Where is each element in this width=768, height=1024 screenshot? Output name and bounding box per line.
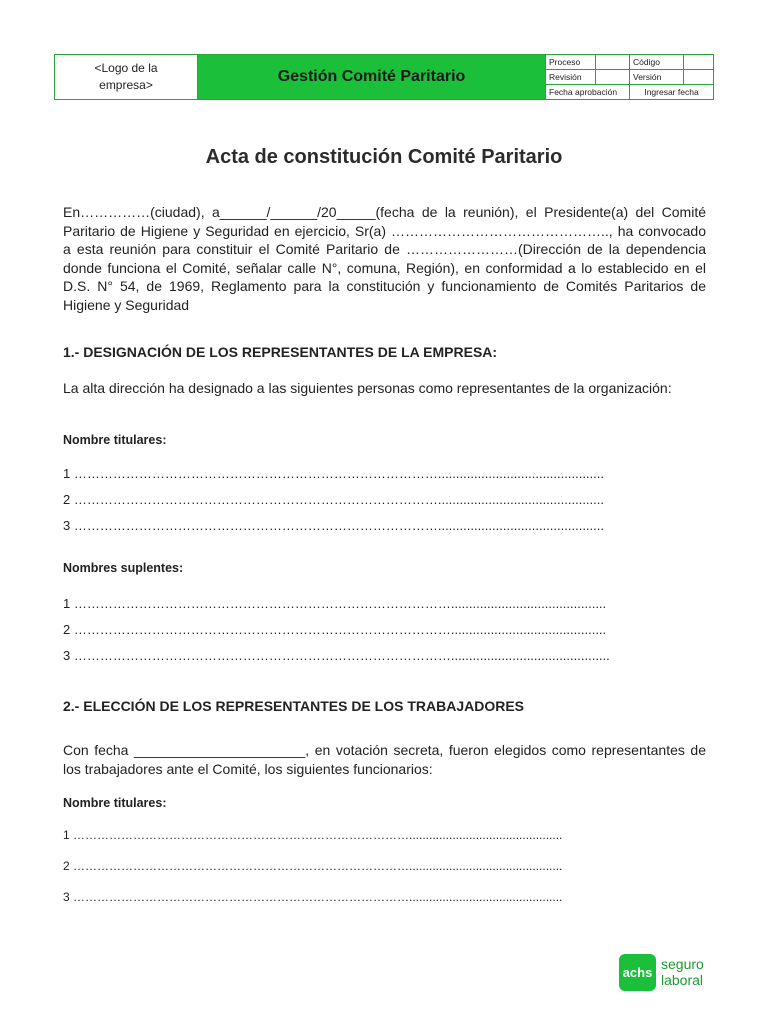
version-label: Versión: [630, 70, 684, 84]
proceso-label: Proceso: [546, 55, 596, 69]
revision-value: [596, 70, 630, 84]
achs-logo-badge: achs: [619, 954, 656, 991]
revision-label: Revisión: [546, 70, 596, 84]
logo-placeholder-text: <Logo de la empresa>: [94, 61, 158, 92]
section1-suplente-line-2: 2 ……………………………………………………………………………...........................................: [63, 622, 607, 637]
intro-paragraph: En……………(ciudad), a______/______/20_____(fecha de la reunión), el Presidente(a) del Comité Paritario de Higiene y Seguridad en ejercicio, Sr(a) ……………………………………….., ha convocado a esta reunión para constituir el Comité Paritario de ……………………(Dirección de la dependencia donde funciona el Comité, señalar calle N°, comuna, Región), en conformidad a lo establecido en el D.S. N° 54, de 1969, Reglamento para la constitución y funcionamiento de Comités Paritarios de Higiene y Seguridad: [63, 204, 706, 313]
section2-titulares-label: Nombre titulares:: [63, 796, 167, 810]
document-header-table: [54, 54, 714, 100]
document-title: Acta de constitución Comité Paritario: [205, 146, 563, 168]
codigo-label: Código: [630, 55, 684, 69]
section2-titular-line-3: 3 …………………………………………………………………………..............................................: [63, 890, 563, 904]
header-title: Gestión Comité Paritario: [198, 55, 546, 99]
header-row-revision: [546, 70, 713, 85]
logo-line-2: laboral: [661, 972, 704, 988]
achs-logo-text: [661, 956, 704, 988]
section1-titulares-label: Nombre titulares:: [63, 433, 167, 447]
section1-titular-line-3: 3 …………………………………………………………………………..............................................: [63, 518, 604, 533]
header-row-fecha: [546, 85, 713, 99]
company-logo-placeholder: [55, 55, 198, 99]
section1-text: La alta dirección ha designado a las siguientes personas como representantes de la organización:: [63, 380, 672, 396]
proceso-value: [596, 55, 630, 69]
section1-suplentes-label: Nombres suplentes:: [63, 561, 184, 575]
section2-titular-line-2: 2 …………………………………………………………………………..............................................: [63, 859, 563, 873]
header-row-proceso: [546, 55, 713, 70]
section2-titular-line-1: 1 …………………………………………………………………………..............................................: [63, 828, 563, 842]
version-value: [684, 70, 713, 84]
codigo-value: [684, 55, 713, 69]
section1-suplente-line-3: 3 ……………………………………………………………………………............................................: [63, 648, 610, 663]
section1-titular-line-1: 1 …………………………………………………………………………..............................................: [63, 466, 604, 481]
fecha-label: Fecha aprobación: [546, 85, 630, 99]
section1-titular-line-2: 2 …………………………………………………………………………..............................................: [63, 492, 604, 507]
header-fields: [546, 55, 713, 99]
section2-heading: 2.- ELECCIÓN DE LOS REPRESENTANTES DE LOS TRABAJADORES: [63, 698, 525, 714]
section1-suplente-line-1: 1 ……………………………………………………………………………...........................................: [63, 596, 607, 611]
section2-text: Con fecha ______________________, en votación secreta, fueron elegidos como representantes de los trabajadores ante el Comité, los siguientes funcionarios:: [63, 742, 706, 777]
fecha-value: Ingresar fecha: [644, 87, 699, 97]
logo-line-1: seguro: [661, 956, 704, 972]
section1-heading: 1.- DESIGNACIÓN DE LOS REPRESENTANTES DE LA EMPRESA:: [63, 344, 498, 360]
